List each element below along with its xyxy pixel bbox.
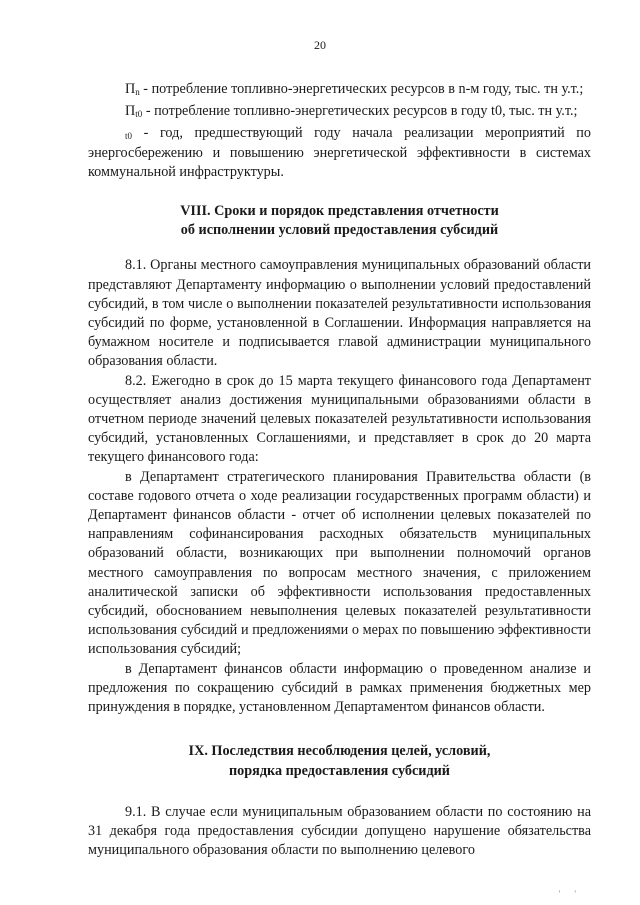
paragraph-8-1: 8.1. Органы местного самоуправления муниципальных образований области представляют Департаменту информацию о выполнении условий предоставлений субсидий, в том числе о выполнении показателей результативности использования субсидий по форме, установленной в Соглашении. Информация направляется на бумажном носителе и подписывается главой администрации муниципального образования области. bbox=[88, 257, 591, 370]
definition-pn: $П_n$ - потребление топливно-энергетических ресурсов в n-м году, тыс. тн у.т.; bbox=[125, 81, 584, 97]
paragraph-9-1: 9.1. В случае если муниципальным образованием области по состоянию на 31 декабря года предоставления субсидии допущено нарушение обязательства муниципального образования области по выполнению целевого bbox=[88, 803, 591, 859]
paragraph-8-2-strategy: в Департамент стратегического планирования Правительства области (в составе годового отчета о ходе реализации государственных программ области) и Департамент финансов области - отчет об исполнении целевых показателей по направлениям софинансирования расходных обязательств муниципальных образований области, возникающих при выполнении полномочий органов местного самоуправления по вопросам местного значения, с приложением аналитической записки об эффективности использования предоставленных субсидий, обоснованием невыполнения целевых показателей результативности использования субсидий и предложениями о мерах по повышению эффективности использования субсидий; bbox=[88, 468, 591, 658]
paragraph-8-2: 8.2. Ежегодно в срок до 15 марта текущего финансового года Департамент осуществляет анализ достижения муниципальными образованиями области в отчетном периоде значений целевых показателей результативности использования субсидий, установленных Соглашениями, и представляет в срок до 20 марта текущего финансового года: bbox=[88, 372, 591, 466]
definition-pt0: $П_{t0}$ - потребление топливно-энергетических ресурсов в году t0, тыс. тн у.т.; bbox=[125, 103, 578, 120]
definition-t0: $_{t0}$ - год, предшествующий году начала реализации мероприятий по энергосбережению и повышению энергетической эффективности в системах коммунальной инфраструктуры. bbox=[88, 125, 591, 180]
section-8-heading: VIII. Сроки и порядок представления отчетности об исполнении условий предоставления субсидий bbox=[180, 203, 499, 239]
page-number: 20 bbox=[314, 38, 326, 52]
document-body bbox=[88, 80, 591, 860]
section-9-heading: IX. Последствия несоблюдения целей, условий, порядка предоставления субсидий bbox=[188, 743, 491, 779]
scan-marks: ' ' bbox=[558, 889, 582, 899]
paragraph-8-2-finance: в Департамент финансов области информацию о проведенном анализе и предложения по сокращению субсидий в рамках применения бюджетных мер принуждения в порядке, установленном Департаментом финансов области. bbox=[88, 660, 591, 716]
